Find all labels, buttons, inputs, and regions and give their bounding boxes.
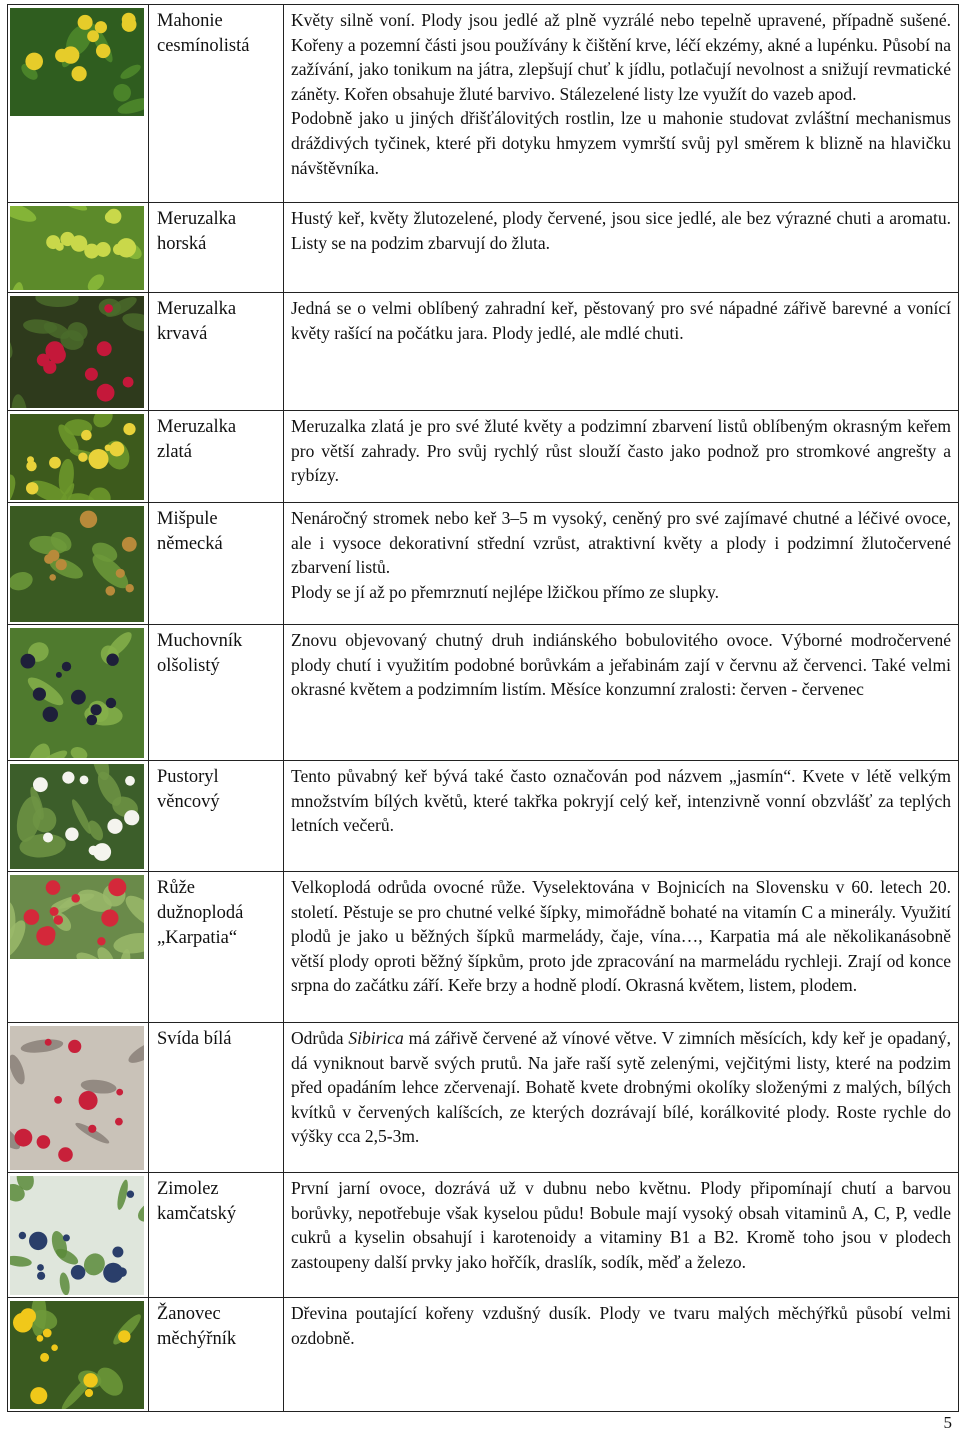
- plant-name: [149, 293, 284, 411]
- photo-cell: [8, 625, 149, 761]
- photo-cell: [8, 1298, 149, 1412]
- description-paragraph: Dřevina poutající kořeny vzdušný dusík. Plody ve tvaru malých měchýřků působí velmi ozdobně.: [291, 1303, 951, 1348]
- mahonia-photo-icon: [10, 8, 144, 116]
- plant-name-line: Mišpule: [157, 509, 218, 529]
- plant-name: [149, 625, 284, 761]
- plant-name-line: Růže: [157, 878, 196, 898]
- plant-name: [149, 411, 284, 503]
- plant-name-line: Žanovec: [157, 1304, 221, 1324]
- plant-description: [284, 503, 959, 625]
- table-row: [8, 503, 959, 625]
- honeyberry-photo-icon: [10, 1176, 144, 1295]
- plant-name-line: zlatá: [157, 442, 192, 462]
- page-number: 5: [943, 1413, 952, 1432]
- plant-name: [149, 203, 284, 293]
- plant-description: [284, 1298, 959, 1412]
- plant-description: [284, 411, 959, 503]
- table-row: [8, 1173, 959, 1298]
- plant-name-line: Zimolez: [157, 1179, 219, 1199]
- plant-description: [284, 203, 959, 293]
- plant-name-line: věncový: [157, 792, 220, 812]
- description-paragraph: Meruzalka zlatá je pro své žluté květy a podzimní zbarvení listů oblíbeným okrasným keřem pro větší zahrady. Pro svůj rychlý růst slouží často jako podnož pro stromkové angrešty a rybízy.: [291, 416, 951, 486]
- table-row: [8, 5, 959, 203]
- plant-name: [149, 761, 284, 872]
- plant-description: [284, 625, 959, 761]
- dogwood-photo-icon: [10, 1026, 144, 1170]
- mock-orange-photo-icon: [10, 764, 144, 869]
- golden-currant-photo-icon: [10, 414, 144, 500]
- bladder-senna-photo-icon: [10, 1301, 144, 1409]
- plant-name: [149, 1173, 284, 1298]
- plant-name-line: cesmínolistá: [157, 36, 250, 56]
- medlar-photo-icon: [10, 506, 144, 622]
- plant-description: [284, 761, 959, 872]
- plant-description: [284, 1023, 959, 1173]
- plant-name: [149, 872, 284, 1023]
- description-paragraph: Znovu objevovaný chutný druh indiánského bobulovitého ovoce. Výborné modročervené plody chutí i využitím podobné borůvkám a jeřabinám zají v červnu až červenci. Také velmi okrasné květem a podzimním listím. Měsíce konzumní zralosti: červen - červenec: [291, 630, 951, 700]
- plant-name-line: kamčatský: [157, 1204, 237, 1224]
- description-paragraph: Hustý keř, květy žlutozelené, plody červené, jsou sice jedlé, ale bez výrazné chuti a aromatu. Listy se na podzim zbarvují do žluta.: [291, 208, 951, 253]
- plant-name-line: Meruzalka: [157, 299, 237, 319]
- dogwood-photo-icon: [10, 1026, 144, 1170]
- photo-cell: [8, 411, 149, 503]
- description-paragraph: Tento půvabný keř bývá také často označován pod názvem „jasmín“. Kvete v létě velkým množstvím bílých květů, které takřka pokryjí celý keř, intenzivně vonní obzvlášť za teplých letních večerů.: [291, 766, 951, 836]
- rosehip-photo-icon: [10, 875, 144, 959]
- mock-orange-photo-icon: [10, 764, 144, 869]
- plant-name: [149, 1023, 284, 1173]
- plant-name-line: horská: [157, 234, 207, 254]
- table-row: [8, 872, 959, 1023]
- table-row: [8, 761, 959, 872]
- table-row: [8, 625, 959, 761]
- plant-name-line: Meruzalka: [157, 417, 237, 437]
- photo-cell: [8, 761, 149, 872]
- plant-description: [284, 293, 959, 411]
- table-row: [8, 1023, 959, 1173]
- description-text: Odrůda: [291, 1028, 349, 1048]
- description-paragraph: Květy silně voní. Plody jsou jedlé až plně vyzrálé nebo tepelně upravené, případně sušené. Kořeny a pozemní části jsou používány k čištění krve, léčí ekzémy, akné a lupénku. Působí na zažívání, jako tonikum na játra, zlepšují chuť k jídlu, potlačují nevolnost a snižují revmatické záněty. Kořen obsahuje žluté barvivo. Stálezelené listy lze využít do vazeb apod.: [291, 10, 951, 104]
- honeyberry-photo-icon: [10, 1176, 144, 1295]
- cultivar-name: Sibirica: [348, 1028, 404, 1048]
- description-text: má zářivě červené až vínové větve. V zimních měsících, kdy keř je opadaný, dá vyniknout barvě svých prutů. Na jaře raší sytě zelenými, vejčitými listy, které na podzim před opadáním lehce zčervenají. Bohatě kvete drobnými okolíky složenými z malých, bílých kvítků v červených kalíšcích, ze kterých dozrávají bílé, korálkovité plody. Roste rychle do výšky cca 2,5-3m.: [291, 1028, 952, 1147]
- plant-name-line: dužnoplodá: [157, 903, 244, 923]
- description-paragraph: První jarní ovoce, dozrává už v dubnu nebo květnu. Plody připomínají chutí a barvou borůvky, nepotřebuje však kyselou půdu! Bobule mají vysoký obsah vitaminů A, C, P, vedle cukrů a kyselin obsahují i karotenoidy a vitaminy B1 a B2. Kromě toho jsou v plodech zastoupeny další prvky jako hořčík, draslík, sodík, měď a železo.: [291, 1178, 951, 1272]
- photo-cell: [8, 203, 149, 293]
- description-paragraph: Nenáročný stromek nebo keř 3–5 m vysoký, ceněný pro své zajímavé chutné a léčivé ovoce, ale i vysoce dekorativní střední vzrůst, atraktivní květy a plody i podzimní žlutočervené zbarvení listů.: [291, 508, 951, 578]
- table-row: [8, 411, 959, 503]
- photo-cell: [8, 5, 149, 203]
- table-row: [8, 293, 959, 411]
- plant-name-line: Muchovník: [157, 631, 243, 651]
- photo-cell: [8, 1173, 149, 1298]
- serviceberry-photo-icon: [10, 628, 144, 758]
- plant-name-line: olšolistý: [157, 656, 220, 676]
- rosehip-photo-icon: [10, 875, 144, 959]
- table-row: [8, 203, 959, 293]
- description-paragraph: Jedná se o velmi oblíbený zahradní keř, pěstovaný pro své nápadné zářivě barevné a vonící květy rašící na počátku jara. Plody jedlé, ale mdlé chuti.: [291, 298, 951, 343]
- flowering-currant-photo-icon: [10, 296, 144, 408]
- plant-name: [149, 1298, 284, 1412]
- plant-name-line: německá: [157, 534, 223, 554]
- plant-name-line: „Karpatia“: [157, 928, 238, 948]
- plant-table: [7, 4, 959, 1412]
- golden-currant-photo-icon: [10, 414, 144, 500]
- plant-name-line: krvavá: [157, 324, 208, 344]
- serviceberry-photo-icon: [10, 628, 144, 758]
- photo-cell: [8, 503, 149, 625]
- alpine-currant-photo-icon: [10, 206, 144, 290]
- table-row: [8, 1298, 959, 1412]
- plant-name-line: Meruzalka: [157, 209, 237, 229]
- plant-name-line: Mahonie: [157, 11, 223, 31]
- plant-description: [284, 872, 959, 1023]
- plant-name: [149, 503, 284, 625]
- photo-cell: [8, 1023, 149, 1173]
- description-paragraph: [291, 1026, 951, 1149]
- photo-cell: [8, 872, 149, 1023]
- plant-description: [284, 1173, 959, 1298]
- medlar-photo-icon: [10, 506, 144, 622]
- plant-name-line: měchýřník: [157, 1329, 237, 1349]
- bladder-senna-photo-icon: [10, 1301, 144, 1409]
- alpine-currant-photo-icon: [10, 206, 144, 290]
- description-paragraph: Podobně jako u jiných dřišťálovitých rostlin, lze u mahonie studovat zvláštní mechanismus dráždivých tyčinek, které při dotyku hmyzem vymrští svůj pyl směrem k blizně na hlavičku návštěvníka.: [291, 108, 951, 178]
- plant-name-line: Svída bílá: [157, 1029, 232, 1049]
- description-paragraph: Velkoplodá odrůda ovocné růže. Vyselektována v Bojnicích na Slovensku v 60. letech 20. století. Pěstuje se pro chutné velké šípky, mimořádně bohaté na vitamín C a minerály. Využití plodů je jako u běžných šípků marmelády, čaje, vína…, Karpatia má ale několikanásobně větší plody oproti běžný šípkům, proto jde zpracování na marmeládu rychleji. Zrají od konce srpna do začátku září. Keře brzy a hodně plodí. Okrasná květem, listem, plodem.: [291, 877, 951, 996]
- plant-description: [284, 5, 959, 203]
- plant-name: [149, 5, 284, 203]
- photo-cell: [8, 293, 149, 411]
- plant-name-line: Pustoryl: [157, 767, 219, 787]
- description-paragraph: Plody se jí až po přemrznutí nejlépe lžičkou přímo ze slupky.: [291, 581, 719, 602]
- mahonia-photo-icon: [10, 8, 144, 116]
- flowering-currant-photo-icon: [10, 296, 144, 408]
